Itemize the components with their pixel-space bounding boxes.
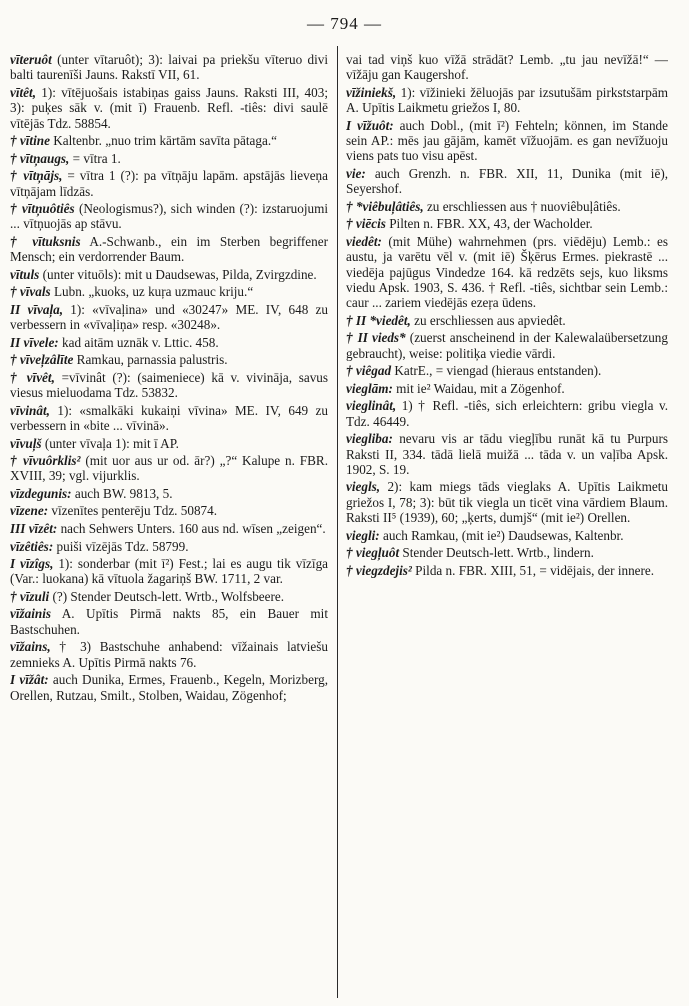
entry-headword: † vītņājs,	[10, 168, 63, 184]
entry-text: =vīvinât (?): (saimeniece) kā v. vivināja, savus viesus mieluodama Tdz. 53832.	[10, 369, 328, 401]
entry-headword: viegliba:	[346, 431, 393, 447]
entry-headword: † *viêbuļâtiês,	[346, 198, 424, 214]
entry-text: (Neologismus?), sich winden (?): izstaruojumi ... vītņuojās ap stāvu.	[10, 201, 328, 232]
entry-headword: viegls,	[346, 479, 381, 495]
dictionary-entry	[346, 330, 668, 361]
dictionary-entry	[346, 313, 668, 328]
dictionary-entry	[346, 118, 668, 164]
entry-headword: † viêgad	[346, 363, 392, 379]
entry-headword: vīteruôt	[10, 52, 52, 67]
entry-headword: † vīvals	[10, 284, 51, 300]
dictionary-entry	[346, 52, 668, 83]
dictionary-entry	[346, 431, 668, 477]
entry-headword: vīžainis	[10, 606, 52, 622]
entry-text: (mit Mühe) wahrnehmen (prs. viēdēju) Lemb.: es austu, ja varētu vēl v. (mit iē) Šķērus Ermes. piekrastē ... viedēja pajūgus Vindedze 164. kā redzēts sejs, kuo liksms viedu Apsk. 1903, S. 436. † Refl. -tiês, sichtbar sein Lemb.: caur ... zariem viedējās ezeŗa ūdens.	[346, 233, 668, 311]
entry-headword: I vīzîgs,	[10, 556, 54, 572]
entry-text: Pilda n. FBR. XIII, 51, = vidējais, der innere.	[415, 562, 655, 578]
entry-headword: † vītņuôtiês	[10, 201, 75, 217]
entry-text: 1): vīžinieki žēluojās par izsutušām pirkststarpām A. Upītis Laikmetu griežos I, 80.	[346, 84, 668, 116]
entry-headword: vīvinât,	[10, 402, 50, 418]
dictionary-entry	[10, 370, 328, 401]
entry-headword: † viegzdejis²	[346, 562, 412, 578]
entry-headword: III vīzêt:	[10, 521, 58, 536]
dictionary-entry	[346, 479, 668, 525]
entry-headword: I vīžuôt:	[346, 117, 394, 133]
entry-headword: vīzêtiês:	[10, 538, 54, 554]
entry-text: (unter vituōls): mit u Daudsewas, Pilda, Zvirgzdine.	[42, 266, 317, 282]
entry-text: auch Dunika, Ermes, Frauenb., Kegeln, Morizberg, Orellen, Rutzau, Smilt., Stolben, Waidau, Zögenhof;	[10, 672, 328, 703]
entry-headword: † II vieds*	[346, 330, 406, 346]
dictionary-entry	[10, 284, 328, 299]
entry-text: Stender Deutsch-lett. Wrtb., lindern.	[402, 545, 594, 561]
dictionary-entry	[10, 133, 328, 148]
entry-text: (unter vīvaļa 1): mit ī AP.	[44, 435, 179, 451]
entry-headword: viedêt:	[346, 233, 382, 249]
entry-headword: vītuls	[10, 266, 40, 282]
entry-text: vīzenītes penterēju Tdz. 50874.	[51, 503, 218, 519]
dictionary-entry	[10, 539, 328, 554]
entry-headword: I vīžât:	[10, 672, 49, 688]
entry-text: 1) † Refl. -tiês, sich erleichtern: gribu viegla v. Tdz. 46449.	[346, 398, 668, 429]
entry-text: (?) Stender Deutsch-lett. Wrtb., Wolfsbeere.	[52, 588, 285, 604]
entry-headword: † vīzuli	[10, 588, 50, 604]
entry-headword: † vītine	[10, 133, 50, 149]
entry-headword: † vīvuôrklis²	[10, 453, 81, 469]
dictionary-entry	[346, 381, 668, 396]
dictionary-entry	[10, 151, 328, 166]
entry-headword: vīzene:	[10, 503, 49, 519]
dictionary-entry	[10, 168, 328, 199]
entry-headword: vīzdegunis:	[10, 485, 72, 501]
dictionary-entry	[10, 335, 328, 350]
dictionary-entry	[10, 503, 328, 518]
dictionary-entry	[10, 85, 328, 131]
dictionary-entry	[10, 436, 328, 451]
entry-text: Kaltenbr. „nuo trim kārtām savīta pātaga.“	[53, 133, 277, 149]
entry-headword: viegli:	[346, 527, 380, 543]
dictionary-entry	[10, 521, 328, 536]
dictionary-entry	[10, 302, 328, 333]
entry-text: A. Upītis Pirmā nakts 85, ein Bauer mit Bastschuhen.	[10, 606, 328, 637]
entry-headword: † viegļuôt	[346, 545, 400, 561]
dictionary-entry	[10, 352, 328, 367]
entry-text: mit ie² Waidau, mit a Zögenhof.	[396, 380, 565, 396]
dictionary-entry	[10, 556, 328, 587]
entry-headword: vie:	[346, 165, 366, 181]
dictionary-entry	[346, 528, 668, 543]
entry-headword: † II *viedêt,	[346, 312, 411, 328]
dictionary-entry	[346, 166, 668, 197]
dictionary-entry	[10, 486, 328, 501]
entry-text: zu erschliessen aus † nuoviêbuļâtiês.	[426, 198, 621, 214]
dictionary-entry	[10, 234, 328, 265]
entry-headword: † vītuksnis	[10, 233, 81, 249]
dictionary-entry	[346, 199, 668, 214]
entry-text: KatrE., = viengad (hieraus entstanden).	[394, 363, 602, 379]
entry-text: 1): «smalkāki kukaiņi vīvina» ME. IV, 649 zu verbessern in «bite ... vīvinā».	[10, 402, 328, 433]
entry-text: Ramkau, parnassia palustris.	[76, 352, 228, 368]
entry-text: A.-Schwanb., ein im Sterben begriffener Mensch; ein verdorrender Baum.	[10, 233, 328, 265]
dictionary-entry	[10, 403, 328, 434]
entry-headword: vīžiniekš,	[346, 84, 397, 100]
entry-headword: † vīveļzâlīte	[10, 352, 74, 368]
entry-text: auch Dobl., (mit ī²) Fehteln; können, im Stande sein AP.: mēs jau gājām, kamēt vīžuojām. es gan nevīžuoju viens pats tuo visu apēst.	[346, 117, 668, 164]
dictionary-entry	[10, 639, 328, 670]
entry-text: kad aitām uznāk v. Lttic. 458.	[62, 334, 219, 350]
entry-text: nach Sehwers Unters. 160 aus nd. wīsen „zeigen“.	[60, 521, 326, 536]
entry-headword: vīžains,	[10, 639, 51, 655]
entry-text: 1): sonderbar (mit ī²) Fest.; lai es augu tik vīzīga (Var.: luokana) kā vītuola žagariņš BW. 1711, 2 var.	[10, 556, 328, 587]
entry-headword: † vīvêt,	[10, 369, 55, 385]
dictionary-entry	[346, 216, 668, 231]
dictionary-entry	[346, 85, 668, 116]
dictionary-entry	[346, 545, 668, 560]
dictionary-entry	[10, 201, 328, 232]
entry-text: = vītra 1 (?): pa vītņāju lapām. apstājās lieveņa vītņājam līdzās.	[10, 168, 328, 199]
entry-text: 1): vītējuošais istabiņas gaiss Jauns. Raksti III, 403; 3): puķes sāk v. (mit ī) Frauenb. Refl. -tiês: divi saulē vītējās Tdz. 58854.	[10, 84, 328, 131]
entry-text: zu erschliessen aus apviedêt.	[414, 312, 566, 328]
dictionary-entry	[10, 453, 328, 484]
dictionary-entry	[10, 606, 328, 637]
entry-text: puiši vīzējās Tdz. 58799.	[56, 538, 189, 554]
entry-headword: vieglām:	[346, 380, 393, 396]
entry-text: = vītra 1.	[72, 150, 121, 166]
entry-text: (mit uor aus ur od. ār?) „?“ Kalupe n. FBR. XVIII, 39; vgl. vijurklis.	[10, 453, 328, 484]
entry-headword: vīvuļš	[10, 435, 42, 451]
dictionary-entry	[10, 52, 328, 83]
entry-headword: † vītņaugs,	[10, 150, 70, 166]
right-column	[346, 52, 668, 1000]
dictionary-entry	[346, 363, 668, 378]
column-divider	[337, 46, 338, 998]
dictionary-entry	[10, 267, 328, 282]
dictionary-entry	[10, 589, 328, 604]
entry-headword: vītêt,	[10, 84, 36, 100]
entry-text: nevaru vis ar tādu viegļību runāt kā tu Purpurs Raksti II, 334. tādā lielā muižā ... tāda v. un vaļība Apsk. 1902, S. 19.	[346, 431, 668, 477]
entry-text: vai tad viņš kuo vīžā strādāt? Lemb. „tu jau nevīžā!“ — vīžāju gan Kaugershof.	[346, 52, 668, 83]
entry-headword: II vīvele:	[10, 334, 59, 350]
entry-text: auch Grenzh. n. FBR. XII, 11, Dunika (mit iē), Seyershof.	[346, 165, 668, 197]
dictionary-entry	[346, 234, 668, 311]
entry-text: Lubn. „kuoks, uz kuŗa uzmauc kriju.“	[53, 284, 254, 300]
entry-text: Pilten n. FBR. XX, 43, der Wacholder.	[389, 216, 593, 232]
dictionary-entry	[346, 398, 668, 429]
entry-text: 1): «vīvaļina» und «30247» ME. IV, 648 zu verbessern in «vīvaļiņa» resp. «30248».	[10, 301, 328, 333]
entry-text: auch BW. 9813, 5.	[74, 485, 173, 501]
left-column	[10, 52, 328, 1000]
entry-headword: II vīvaļa,	[10, 301, 64, 317]
entry-text: (unter vītaruôt); 3): laivai pa priekšu vīteruo divi balti taurenīši Jauns. Rakstī VII, 61.	[10, 52, 328, 83]
entry-headword: † viēcis	[346, 216, 386, 232]
page-number: — 794 —	[307, 14, 382, 33]
dictionary-entry	[10, 672, 328, 703]
entry-headword: vieglinât,	[346, 398, 397, 414]
entry-text: † 3) Bastschuhe anhabend: vīžainais latviešu zemnieks A. Upītis Pirmā nakts 76.	[10, 639, 328, 670]
entry-text: (zuerst anscheinend in der Kalewalaübersetzung gebraucht), weise: politiķa viedie vārdi.	[346, 330, 668, 361]
entry-text: 2): kam miegs tāds vieglaks A. Upītis Laikmetu griežos I, 78; 3): būt tik viegla un ticēt vina vārdiem Blaum. Raksti II⁵ (1939), 60; „ķerts, dumjš“ (mit ie²) Orellen.	[346, 479, 668, 526]
dictionary-entry	[346, 563, 668, 578]
entry-text: auch Ramkau, (mit ie²) Daudsewas, Kaltenbr.	[382, 527, 624, 543]
